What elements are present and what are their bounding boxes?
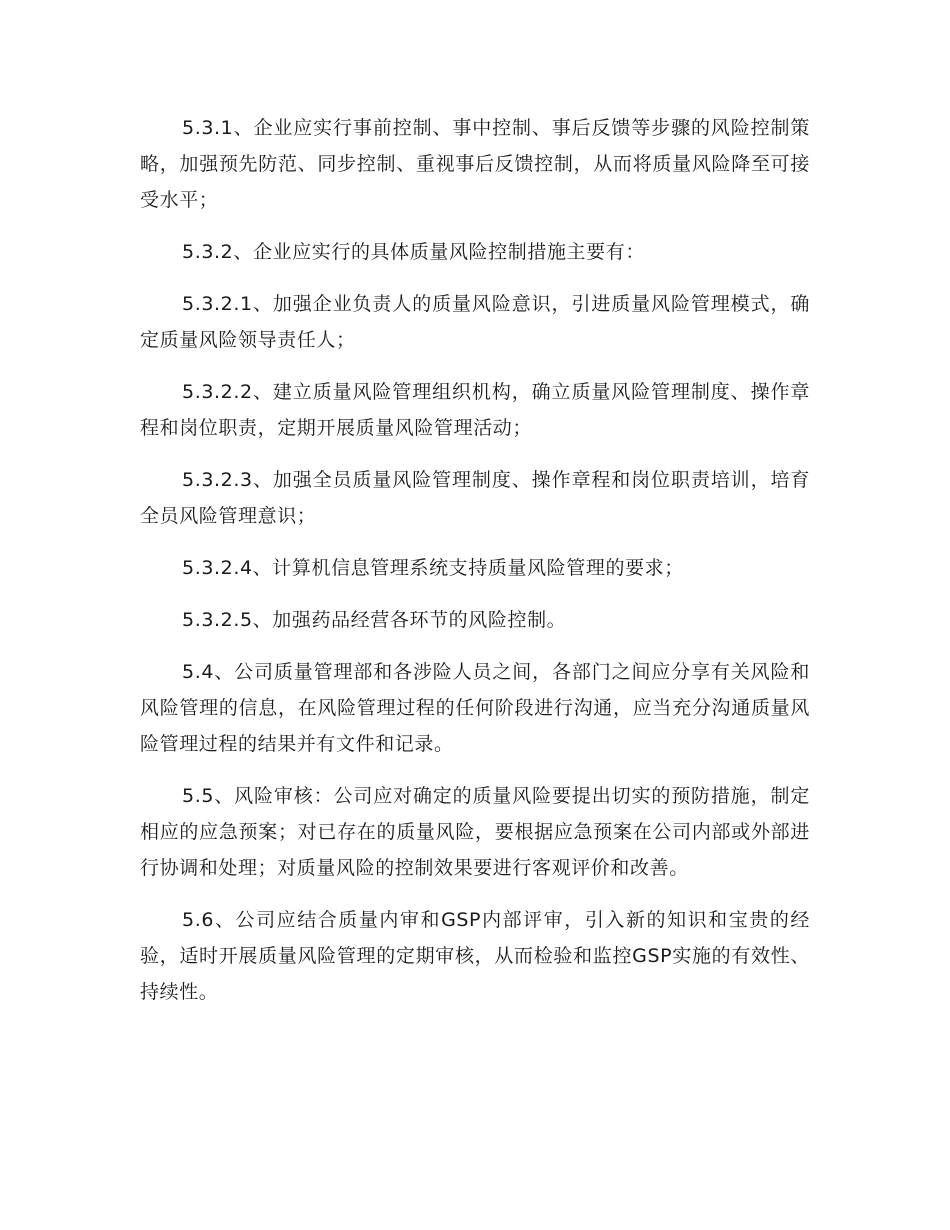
- paragraph-5-3-1: 5.3.1、企业应实行事前控制、事中控制、事后反馈等步骤的风险控制策略，加强预先防范、同步控制、重视事后反馈控制，从而将质量风险降至可接受水平；: [140, 117, 810, 211]
- paragraph-5-3-2-3: 5.3.2.3、加强全员质量风险管理制度、操作章程和岗位职责培训，培育全员风险管理意识；: [140, 469, 810, 527]
- document-body: [140, 110, 810, 1026]
- paragraph-5-3-2-2: 5.3.2.2、建立质量风险管理组织机构，确立质量风险管理制度、操作章程和岗位职责，定期开展质量风险管理活动；: [140, 381, 810, 439]
- paragraph-5-5: 5.5、风险审核：公司应对确定的质量风险要提出切实的预防措施，制定相应的应急预案；对已存在的质量风险，要根据应急预案在公司内部或外部进行协调和处理；对质量风险的控制效果要进行客观评价和改善。: [140, 785, 810, 879]
- paragraph-5-3-2-4: 5.3.2.4、计算机信息管理系统支持质量风险管理的要求；: [182, 557, 684, 579]
- paragraph-5-6: 5.6、公司应结合质量内审和GSP内部评审，引入新的知识和宝贵的经验，适时开展质量风险管理的定期审核，从而检验和监控GSP实施的有效性、持续性。: [140, 909, 810, 1003]
- paragraph-5-3-2-5: 5.3.2.5、加强药品经营各环节的风险控制。: [182, 609, 567, 631]
- paragraph-5-3-2-1: 5.3.2.1、加强企业负责人的质量风险意识，引进质量风险管理模式，确定质量风险领导责任人；: [140, 293, 810, 351]
- paragraph-5-3-2: 5.3.2、企业应实行的具体质量风险控制措施主要有：: [182, 241, 645, 263]
- paragraph-5-4: 5.4、公司质量管理部和各涉险人员之间，各部门之间应分享有关风险和风险管理的信息，在风险管理过程的任何阶段进行沟通，应当充分沟通质量风险管理过程的结果并有文件和记录。: [140, 661, 810, 755]
